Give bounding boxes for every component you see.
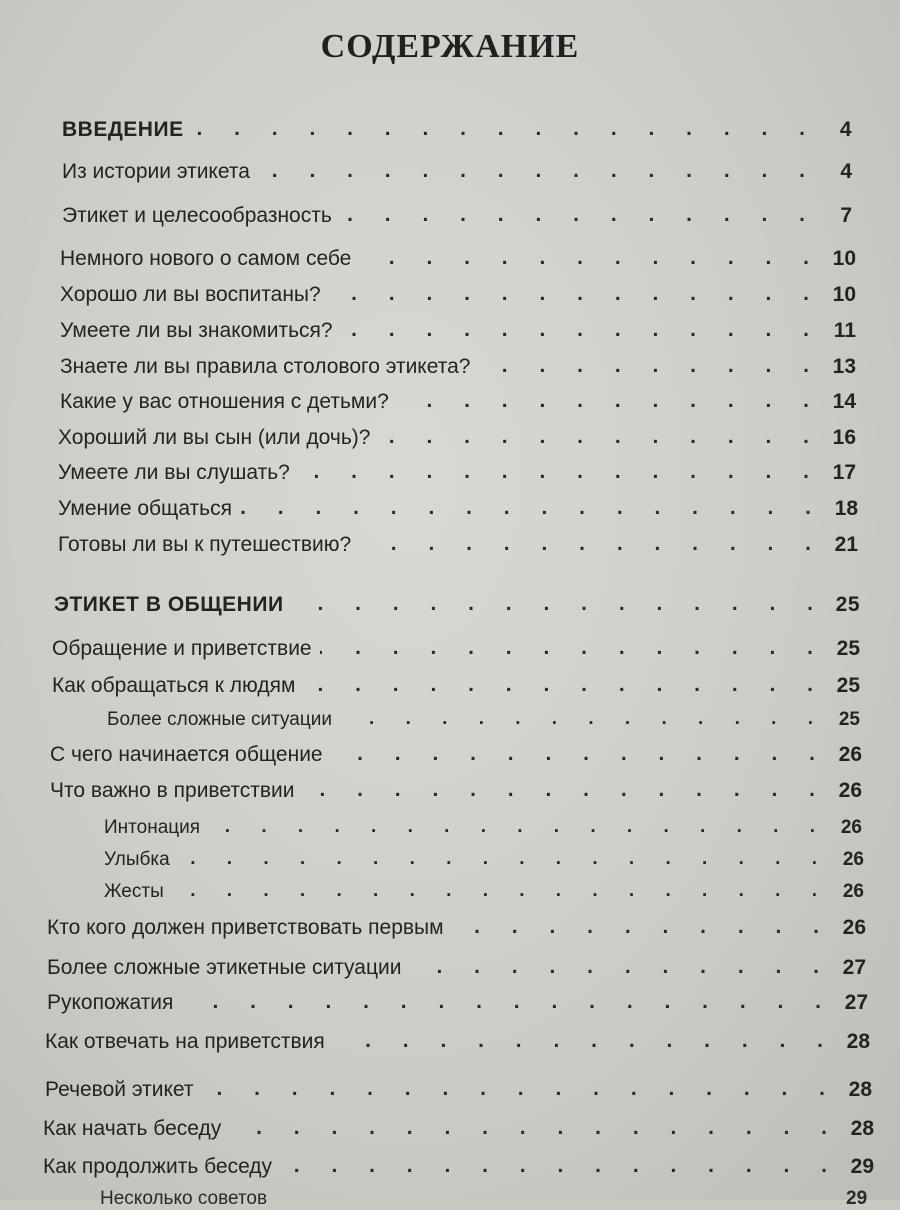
leader-dots (298, 460, 822, 481)
toc-entry-label: Хорошо ли вы воспитаны? (60, 283, 321, 306)
toc-entry-page: 11 (833, 319, 856, 342)
toc-entry-page: 16 (832, 426, 856, 449)
toc-entry-label: Как продолжить беседу (43, 1155, 273, 1178)
leader-dots (409, 955, 832, 976)
toc-entry-label: Обращение и приветствие (52, 637, 312, 660)
toc-entry-label: Умение общаться (58, 497, 232, 520)
toc-entry (54, 590, 860, 617)
leader-dots (340, 203, 818, 224)
toc-entry-page: 26 (840, 817, 862, 838)
page-title: СОДЕРЖАНИЕ (320, 28, 580, 65)
toc-entry-page: 28 (846, 1030, 870, 1053)
toc-entry (50, 740, 862, 767)
toc-entry (104, 814, 862, 839)
toc-entry-page: 18 (834, 497, 858, 520)
toc-entry (58, 530, 858, 557)
toc-entry-label: Более сложные ситуации (107, 709, 332, 730)
leader-dots (331, 742, 828, 763)
leader-dots (341, 318, 822, 339)
leader-dots (397, 389, 822, 410)
leader-dots (302, 778, 828, 799)
toc-entry (107, 706, 860, 731)
toc-entry-page: 10 (832, 283, 856, 306)
leader-dots (172, 880, 830, 899)
leader-dots (240, 496, 824, 517)
toc-entry (52, 671, 860, 698)
toc-entry (60, 352, 856, 379)
leader-dots (292, 592, 826, 613)
toc-entry-page: 28 (850, 1117, 874, 1140)
toc-entry (43, 1152, 874, 1179)
toc-entry-page: 28 (848, 1078, 872, 1101)
leader-dots (329, 282, 822, 303)
toc-entry (43, 1114, 874, 1141)
toc-entry (47, 913, 866, 940)
toc-entry (52, 634, 860, 661)
toc-entry (60, 316, 856, 343)
leader-dots (359, 246, 822, 267)
toc-entry (47, 953, 866, 980)
toc-entry-label: Улыбка (104, 849, 170, 870)
toc-entry (62, 201, 852, 228)
toc-entry (60, 280, 856, 307)
toc-entry-page: 25 (838, 709, 860, 730)
toc-entry-label: Что важно в приветствии (50, 779, 295, 802)
toc-entry-label: Умеете ли вы слушать? (58, 461, 290, 484)
toc-entry-page: 7 (840, 204, 852, 227)
toc-entry-page: 17 (832, 461, 856, 484)
toc-entry-page: 25 (836, 637, 860, 660)
toc-entry (104, 846, 864, 871)
toc-entry-label: Как начать беседу (43, 1117, 222, 1140)
leader-dots (181, 990, 834, 1011)
leader-dots (258, 159, 818, 180)
toc-entry-label: Интонация (104, 817, 201, 838)
toc-entry-label: Речевой этикет (45, 1078, 194, 1101)
toc-entry-label: Немного нового о самом себе (60, 247, 352, 270)
cutoff-entry-label: Несколько советов (100, 1188, 268, 1209)
toc-entry-label: Более сложные этикетные ситуации (47, 956, 402, 979)
toc-entry-page: 26 (842, 916, 866, 939)
toc-entry-label: Знаете ли вы правила столового этикета? (60, 355, 471, 378)
toc-entry-page: 26 (838, 779, 862, 802)
toc-entry (47, 988, 868, 1015)
toc-entry-page: 13 (832, 355, 856, 378)
toc-entry-label: Кто кого должен приветствовать первым (47, 916, 444, 939)
leader-dots (178, 848, 830, 867)
toc-entry-label: Готовы ли вы к путешествию? (58, 533, 352, 556)
toc-entry (104, 878, 864, 903)
toc-entry (62, 115, 852, 142)
toc-entry-label: С чего начинается общение (50, 743, 323, 766)
toc-entry-page: 27 (842, 956, 866, 979)
leader-dots (229, 1116, 840, 1137)
toc-entry-page: 27 (844, 991, 868, 1014)
toc-entry-page: 25 (836, 674, 860, 697)
leader-dots (320, 636, 826, 657)
toc-entry-page: 4 (840, 160, 852, 183)
toc-entry (58, 458, 856, 485)
toc-entry-label: Жесты (104, 881, 164, 902)
leader-dots (452, 915, 832, 936)
toc-entry (58, 423, 856, 450)
leader-dots (478, 354, 822, 375)
toc-entry-label: Рукопожатия (47, 991, 174, 1014)
toc-entry (60, 387, 856, 414)
toc-entry-page: 4 (839, 118, 852, 141)
toc-entry-label: ЭТИКЕТ В ОБЩЕНИИ (54, 593, 284, 616)
leader-dots (378, 425, 822, 446)
toc-entry-label: Как отвечать на приветствия (45, 1030, 325, 1053)
leader-dots (201, 1077, 838, 1098)
toc-entry-label: Умеете ли вы знакомиться? (60, 319, 333, 342)
toc-entry-page: 25 (835, 593, 860, 616)
cutoff-entry-page: 29 (846, 1188, 868, 1209)
leader-dots (333, 1029, 836, 1050)
toc-entry-label: Из истории этикета (62, 160, 250, 183)
leader-dots (280, 1154, 840, 1175)
toc-entry (62, 157, 852, 184)
toc-entry-page: 26 (838, 743, 862, 766)
toc-entry-label: Хороший ли вы сын (или дочь)? (58, 426, 371, 449)
leader-dots (340, 708, 826, 727)
toc-entry-page: 26 (842, 881, 864, 902)
toc-entry-page: 21 (834, 533, 858, 556)
toc-entry-label: ВВЕДЕНИЕ (62, 118, 184, 141)
toc-entry (60, 244, 856, 271)
toc-entry-label: Как обращаться к людям (52, 674, 296, 697)
toc-entry-page: 26 (842, 849, 864, 870)
toc-entry-label: Какие у вас отношения с детьми? (60, 390, 389, 413)
leader-dots (208, 816, 828, 835)
toc-entry (45, 1075, 872, 1102)
toc-entry-page: 29 (850, 1155, 874, 1178)
toc-entry-label: Этикет и целесообразность (62, 204, 332, 227)
leader-dots (359, 532, 824, 553)
toc-entry (45, 1027, 870, 1054)
leader-dots (303, 673, 826, 694)
toc-entry-page: 14 (832, 390, 856, 413)
toc-entry-page: 10 (832, 247, 856, 270)
leader-dots (192, 117, 818, 138)
toc-entry (58, 494, 858, 521)
toc-entry (50, 776, 862, 803)
